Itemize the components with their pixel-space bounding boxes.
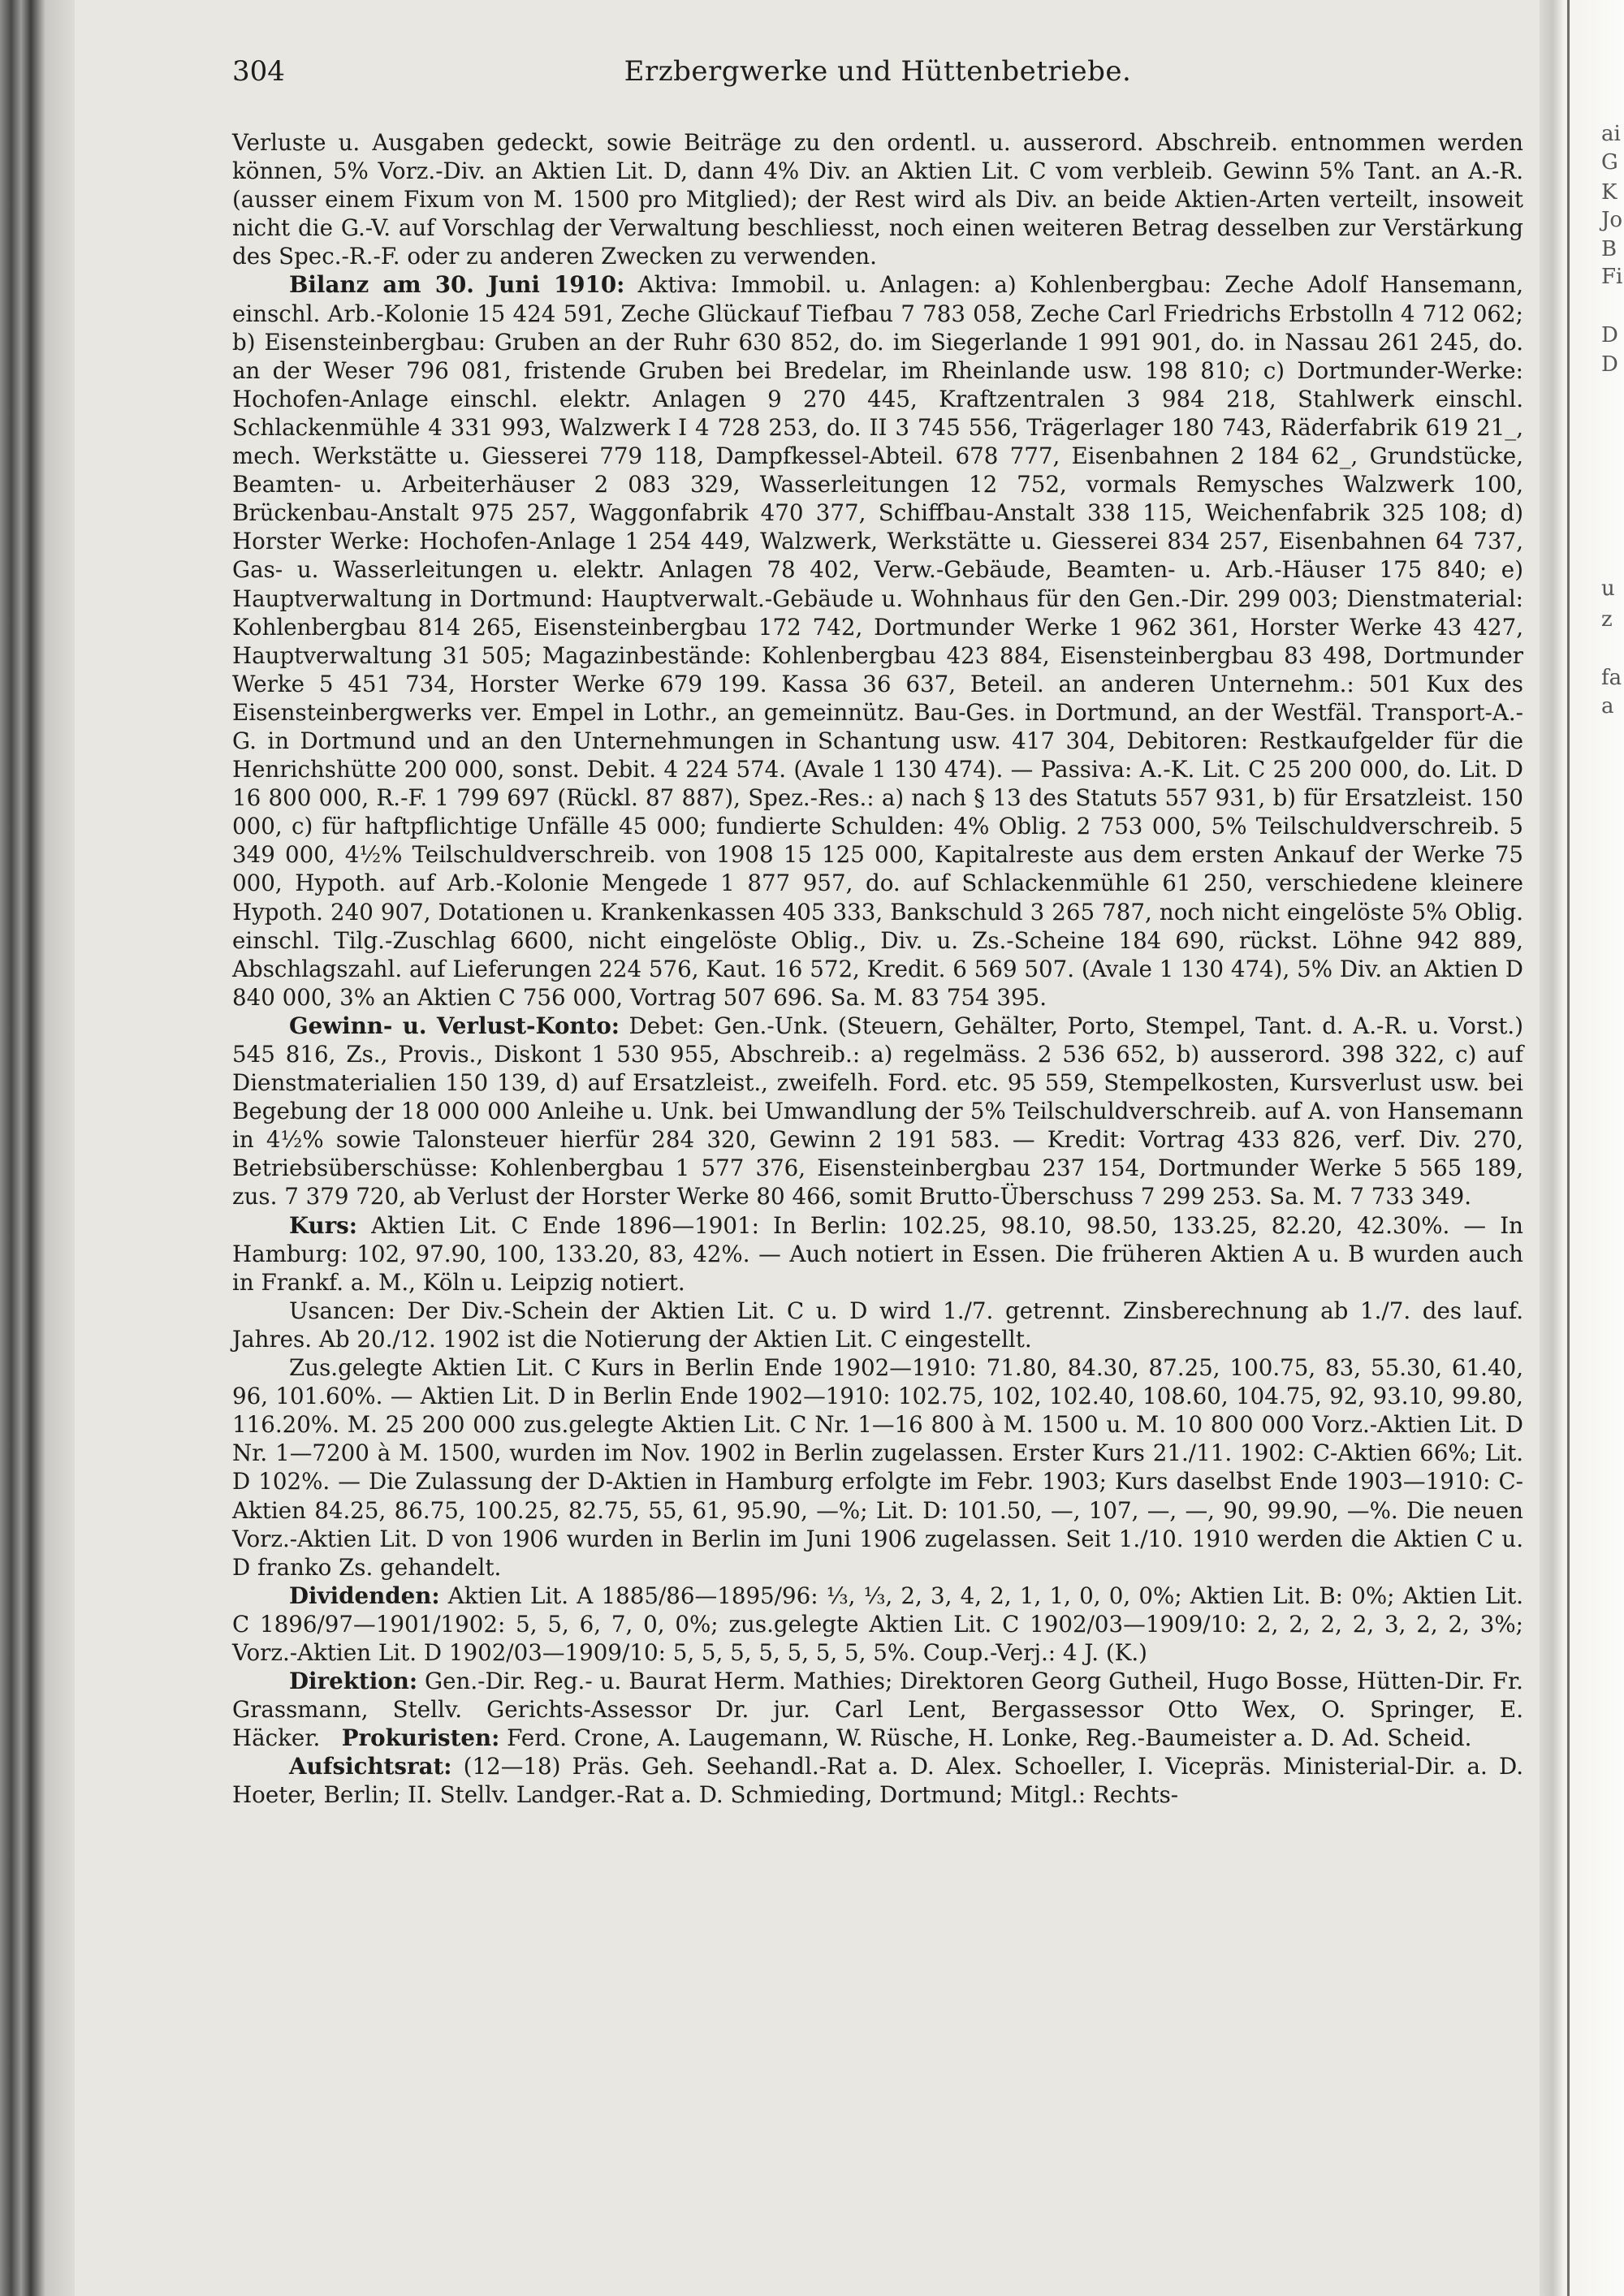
paragraph-text: Aktiva: Immobil. u. Anlagen: a) Kohlenbergbau: Zeche Adolf Hansemann, einschl. Arb.-Kolonie 15 424 591, Zeche Glückauf Tiefbau 7 783 058, Zeche Carl Friedrichs Erbstolln 4 712 062; b) Eisensteinbergbau: Gruben an der Ruhr 630 852, do. im Siegerlande 1 991 901, do. in Nassau 261 245, do. an der Weser 796 081, fristende Gruben bei Bredelar, im Rheinlande usw. 198 810; c) Dortmunder-Werke: Hochofen-Anlage einschl. elektr. Anlagen 9 270 445, Kraftzentralen 3 984 218, Stahlwerk einschl. Schlackenmühle 4 331 993, Walzwerk I 4 728 253, do. II 3 745 556, Trägerlager 180 743, Räderfabrik 619 21_, mech. Werkstätte u. Giesserei 779 118, Dampfkessel-Abteil. 678 777, Eisenbahnen 2 184 62_, Grundstücke, Beamten- u. Arbeiterhäuser 2 083 329, Wasserleitungen 12 752, vormals Remysches Walzwerk 100, Brückenbau-Anstalt 975 257, Waggonfabrik 470 377, Schiffbau-Anstalt 338 115, Weichenfabrik 325 108; d) Horster Werke: Hochofen-Anlage 1 254 449, Walzwerk, Werkstätte u. Giesserei 834 257, Eisenbahnen 64 737, Gas- u. Wasserleitungen u. elektr. Anlagen 78 402, Verw.-Gebäude, Beamten- u. Arb.-Häuser 175 840; e) Hauptverwaltung in Dortmund: Hauptverwalt.-Gebäude u. Wohnhaus für den Gen.-Dir. 299 003; Dienstmaterial: Kohlenbergbau 814 265, Eisensteinbergbau 172 742, Dortmunder Werke 1 962 361, Horster Werke 43 427, Hauptverwaltung 31 505; Magazinbestände: Kohlenbergbau 423 884, Eisensteinbergbau 83 498, Dortmunder Werke 5 451 734, Horster Werke 679 199. Kassa 36 637, Beteil. an anderen Unternehm.: 501 Kux des Eisensteinbergwerks ver. Empel in Lothr., an gemeinnütz. Bau-Ges. in Dortmund, an der Westfäl. Transport-A.-G. in Dortmund und an den Unternehmungen in Schantung usw. 417 304, Debitoren: Restkaufgelder für die Henrichshütte 200 000, sonst. Debit. 4 224 574. (Avale 1 130 474). — Passiva: A.-K. Lit. C 25 200 000, do. Lit. D 16 800 000, R.-F. 1 799 697 (Rückl. 87 887), Spez.-Res.: a) nach § 13 des Statuts 557 931, b) für Ersatzleist. 150 000, c) für haftpflichtige Unfälle 45 000; fundierte Schulden: 4% Oblig. 2 753 000, 5% Teilschuldverschreib. 5 349 000, 4½% Teilschuldverschreib. von 1908 15 125 000, Kapitalreste aus dem ersten Ankauf der Werke 75 000, Hypoth. auf Arb.-Kolonie Mengede 1 877 957, do. auf Schlackenmühle 61 250, verschiedene kleinere Hypoth. 240 907, Dotationen u. Krankenkassen 405 333, Bankschuld 3 265 787, noch nicht eingelöste 5% Oblig. einschl. Tilg.-Zuschlag 6600, nicht eingelöste Oblig., Div. u. Zs.-Scheine 184 690, rückst. Löhne 942 889, Abschlagszahl. auf Lieferungen 224 576, Kaut. 16 572, Kredit. 6 569 507. (Avale 1 130 474), 5% Div. an Aktien D 840 000, 3% an Aktien C 756 000, Vortrag 507 696. Sa. M. 83 754 395.: [232, 271, 1524, 1011]
bleed-fragment: ai: [1601, 122, 1621, 146]
section-heading: Bilanz am 30. Juni 1910:: [289, 271, 625, 299]
paragraph-management: [232, 1667, 1523, 1752]
scan-left-edge: [0, 0, 75, 2296]
paragraph-text: (12—18) Präs. Geh. Seehandl.-Rat a. D. Alex. Schoeller, I. Vicepräs. Ministerial-Dir. a. D. Hoeter, Berlin; II. Stellv. Landger.-Rat a. D. Schmieding, Dortmund; Mitgl.: Rechts-: [232, 1753, 1523, 1809]
paragraph-text: Debet: Gen.-Unk. (Steuern, Gehälter, Porto, Stempel, Tant. d. A.-R. u. Vorst.) 545 816, Zs., Provis., Diskont 1 530 955, Abschreib.: a) regelmäss. 2 536 652, b) ausserord. 398 322, c) auf Dienstmaterialien 150 139, d) auf Ersatzleist., zweifelh. Ford. etc. 95 559, Stempelkosten, Kursverlust usw. bei Begebung der 18 000 000 Anleihe u. Unk. bei Umwandlung der 5% Teilschuldverschreib. auf A. von Hansemann in 4½% sowie Talonsteuer hierfür 284 320, Gewinn 2 191 583. — Kredit: Vortrag 433 826, verf. Div. 270, Betriebsüberschüsse: Kohlenbergbau 1 577 376, Eisensteinbergbau 237 154, Dortmunder Werke 5 565 189, zus. 7 379 720, ab Verlust der Horster Werke 80 466, somit Brutto-Überschuss 7 299 253. Sa. M. 7 733 349.: [232, 1012, 1523, 1211]
bleed-fragment: G: [1601, 150, 1618, 175]
paragraph-text: Verluste u. Ausgaben gedeckt, sowie Beiträge zu den ordentl. u. ausserord. Abschreib. entnommen werden können, 5% Vorz.-Div. an Aktien Lit. D, dann 4% Div. an Aktien Lit. C vom verbleib. Gewinn 5% Tant. an A.-R. (ausser einem Fixum von M. 1500 pro Mitglied); der Rest wird als Div. an beide Aktien-Arten verteilt, insoweit nicht die G.-V. auf Vorschlag der Verwaltung beschliesst, noch einen weiteren Betrag desselben zur Verstärkung des Spec.-R.-F. oder zu anderen Zwecken zu verwenden.: [232, 129, 1523, 270]
running-title: Erzbergwerke und Hüttenbetriebe.: [624, 55, 1132, 88]
section-heading: Kurs:: [289, 1211, 357, 1239]
bleed-fragment: z: [1601, 607, 1613, 632]
bleed-fragment: a: [1601, 694, 1614, 719]
bleed-fragment: fa: [1601, 666, 1622, 690]
paragraph-price: [232, 1211, 1523, 1297]
page-header: [232, 49, 1523, 97]
bleed-fragment: K: [1601, 180, 1618, 205]
paragraph-dividends: [232, 1582, 1523, 1667]
section-heading: Aufsichtsrat:: [289, 1753, 452, 1780]
paragraph-text: Usancen: Der Div.-Schein der Aktien Lit. C u. D wird 1./7. getrennt. Zinsberechnung ab 1./7. des lauf. Jahres. Ab 20./12. 1902 ist die Notierung der Aktien Lit. C eingestellt.: [232, 1297, 1523, 1353]
bleed-fragment: D: [1601, 323, 1618, 347]
paragraph-profit-loss: [232, 1012, 1523, 1211]
section-heading: Gewinn- u. Verlust-Konto:: [289, 1012, 620, 1039]
section-heading: Dividenden:: [289, 1582, 440, 1609]
adjacent-page-bleed: [1601, 0, 1624, 2296]
page-number: 304: [232, 55, 285, 88]
section-heading: Direktion:: [289, 1668, 418, 1695]
bleed-fragment: Fi: [1601, 265, 1623, 289]
bleed-fragment: D: [1601, 352, 1618, 377]
paragraph-usances: [232, 1297, 1523, 1353]
page-body: [232, 128, 1523, 1810]
paragraph-text: Gen.-Dir. Reg.- u. Baurat Herm. Mathies; Direktoren Georg Gutheil, Hugo Bosse, Hütten-Dir. Fr. Grassmann, Stellv. Gerichts-Assessor Dr. jur. Carl Lent, Bergassessor Otto Wex, O. Springer, E. Häcker.: [232, 1668, 1523, 1752]
bleed-fragment: B: [1601, 237, 1618, 261]
paragraph-supervisory-board: [232, 1752, 1523, 1809]
paragraph-statutes: [232, 128, 1523, 270]
paragraph-balance-sheet: [232, 270, 1523, 1011]
bleed-fragment: Jo: [1601, 208, 1623, 232]
paragraph-text: Ferd. Crone, A. Laugemann, W. Rüsche, H. Lonke, Reg.-Baumeister a. D. Ad. Scheid.: [499, 1724, 1472, 1752]
paragraph-consolidated-shares: [232, 1353, 1523, 1582]
paragraph-text: Zus.gelegte Aktien Lit. C Kurs in Berlin Ende 1902—1910: 71.80, 84.30, 87.25, 100.75, 83, 55.30, 61.40, 96, 101.60%. — Aktien Lit. D in Berlin Ende 1902—1910: 102.75, 102, 102.40, 108.60, 104.75, 92, 93.10, 99.80, 116.20%. M. 25 200 000 zus.gelegte Aktien Lit. C Nr. 1—16 800 à M. 1500 u. M. 10 800 000 Vorz.-Aktien Lit. D Nr. 1—7200 à M. 1500, wurden im Nov. 1902 in Berlin zugelassen. Erster Kurs 21./11. 1902: C-Aktien 66%; Lit. D 102%. — Die Zulassung der D-Aktien in Hamburg erfolgte im Febr. 1903; Kurs daselbst Ende 1903—1910: C-Aktien 84.25, 86.75, 100.25, 82.75, 55, 61, 95.90, —%; Lit. D: 101.50, —, 107, —, —, 90, 99.90, —%. Die neuen Vorz.-Aktien Lit. D von 1906 wurden in Berlin im Juni 1906 zugelassen. Seit 1./10. 1910 werden die Aktien C u. D franko Zs. gehandelt.: [232, 1354, 1523, 1581]
page-gutter-line: [1567, 0, 1570, 2296]
paragraph-text: Aktien Lit. C Ende 1896—1901: In Berlin: 102.25, 98.10, 98.50, 133.25, 82.20, 42.30%. — In Hamburg: 102, 97.90, 100, 133.20, 83, 42%. — Auch notiert in Essen. Die früheren Aktien A u. B wurden auch in Frankf. a. M., Köln u. Leipzig notiert.: [232, 1211, 1523, 1296]
section-heading: Prokuristen:: [341, 1724, 500, 1752]
bleed-fragment: u: [1601, 576, 1615, 601]
document-page: [232, 49, 1523, 1810]
paragraph-text: Aktien Lit. A 1885/86—1895/96: ⅓, ⅓, 2, 3, 4, 2, 1, 1, 0, 0, 0%; Aktien Lit. B: 0%; Aktien Lit. C 1896/97—1901/1902: 5, 5, 6, 7, 0, 0%; zus.gelegte Aktien Lit. C 1902/03—1909/10: 2, 2, 2, 2, 3, 2, 2, 3%; Vorz.-Aktien Lit. D 1902/03—1909/10: 5, 5, 5, 5, 5, 5, 5, 5%. Coup.-Verj.: 4 J. (K.): [232, 1582, 1523, 1666]
